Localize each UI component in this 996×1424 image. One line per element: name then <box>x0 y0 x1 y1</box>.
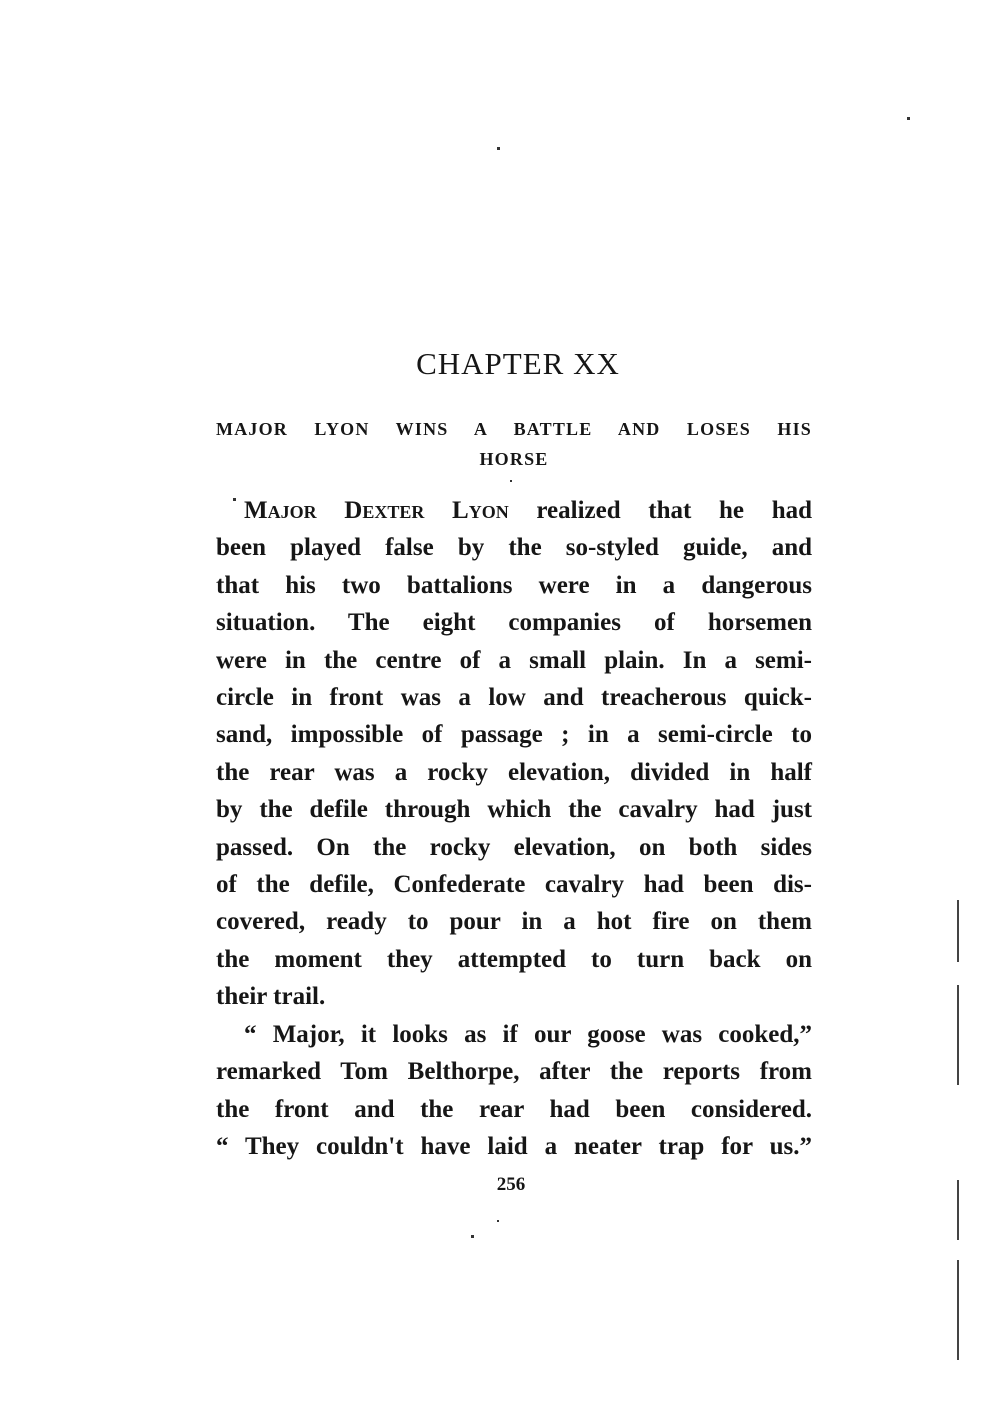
scan-margin-line <box>957 985 959 1085</box>
page-number: 256 <box>496 1174 526 1195</box>
scan-speck <box>233 498 236 501</box>
paragraph-line: sand, impossible of passage ; in a semi-circle to <box>216 721 812 749</box>
scan-speck <box>497 1220 499 1222</box>
paragraph-line: circle in front was a low and treacherous quick- <box>216 684 812 712</box>
paragraph-line: by the defile through which the cavalry had just <box>216 796 812 824</box>
paragraph-line: remarked Tom Belthorpe, after the reports from <box>216 1058 812 1086</box>
scan-margin-line <box>957 1260 959 1360</box>
scan-speck <box>471 1235 474 1238</box>
paragraph-line: the front and the rear had been considered. <box>216 1095 812 1123</box>
scan-margin-line <box>957 1180 959 1240</box>
lead-name: Major Dexter Lyon <box>244 497 509 524</box>
chapter-subtitle <box>216 414 812 474</box>
chapter-subtitle-line: MAJOR LYON WINS A BATTLE AND LOSES HIS <box>216 419 812 439</box>
paragraph-line: been played false by the so-styled guide, and <box>216 534 812 562</box>
paragraph-line: passed. On the rocky elevation, on both sides <box>216 833 812 861</box>
chapter-subtitle-line: HORSE <box>479 449 549 469</box>
paragraph-line <box>216 492 812 529</box>
paragraph-line-text: realized that he had <box>508 497 813 524</box>
paragraph-line: were in the centre of a small plain. In a semi- <box>216 646 812 674</box>
scan-speck <box>510 480 512 482</box>
paragraph-line: situation. The eight companies of horsemen <box>216 609 812 637</box>
chapter-title: CHAPTER XX <box>416 346 620 381</box>
paragraph-line: “ Major, it looks as if our goose was cooked,” <box>244 1020 812 1048</box>
paragraph-line: that his two battalions were in a dangerous <box>216 571 812 599</box>
paragraph-line: the rear was a rocky elevation, divided in half <box>216 758 812 786</box>
paragraph-line: the moment they attempted to turn back on <box>216 945 812 973</box>
scan-speck <box>907 117 910 120</box>
scan-speck <box>497 147 500 150</box>
scan-margin-line <box>957 900 959 962</box>
paragraph-line: “ They couldn't have laid a neater trap for us.” <box>216 1132 812 1160</box>
paragraph-line: of the defile, Confederate cavalry had been dis- <box>216 871 812 899</box>
paragraph-line: covered, ready to pour in a hot fire on them <box>216 908 812 936</box>
paragraph-line: their trail. <box>216 983 326 1011</box>
body-text <box>216 492 812 1165</box>
